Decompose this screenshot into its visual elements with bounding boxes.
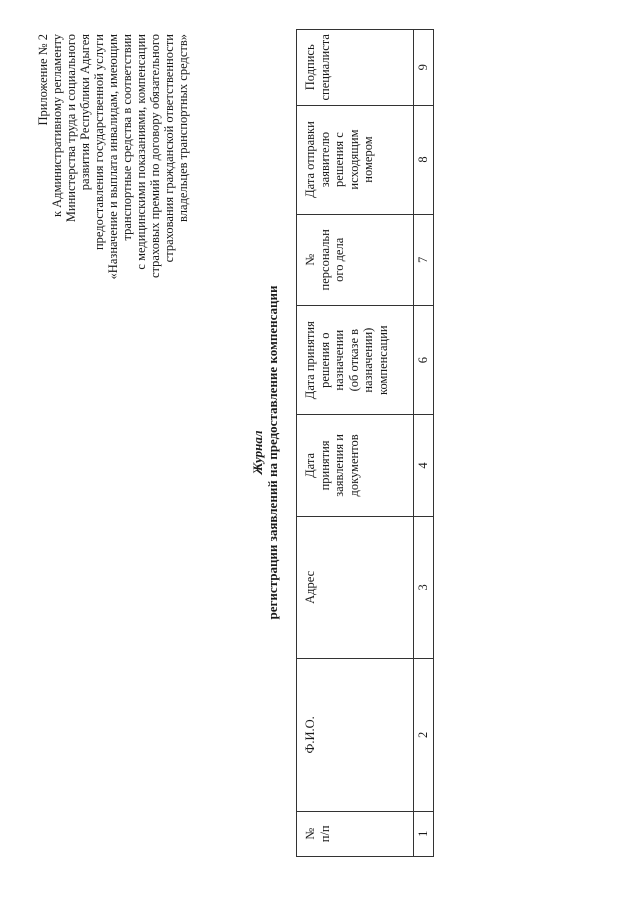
registration-table <box>296 29 434 857</box>
column-number: 4 <box>414 415 434 516</box>
header-dispatch-date: Дата отправки заявителю решения с исходящим номером <box>297 105 414 214</box>
appendix-line: Министерства труда и социального <box>64 34 78 223</box>
column-number: 1 <box>414 811 434 856</box>
appendix-line: «Назначение и выплата инвалидам, имеющим <box>106 34 120 280</box>
column-number: 3 <box>414 516 434 659</box>
table-header-row <box>297 30 414 857</box>
appendix-line: с медицинскими показаниями, компенсации <box>134 34 148 270</box>
appendix-line: владельцев транспортных средств» <box>176 34 190 222</box>
page-title: Журнал <box>250 430 265 475</box>
appendix-line: предоставления государственной услуги <box>92 34 106 251</box>
column-number: 7 <box>414 214 434 305</box>
header-number: № п/п <box>297 811 414 856</box>
page-subtitle: регистрации заявлений на предоставление компенсации <box>265 285 280 620</box>
journal-heading <box>250 0 280 905</box>
header-address: Адрес <box>297 516 414 659</box>
column-number: 9 <box>414 30 434 106</box>
appendix-line: развития Республики Адыгея <box>78 34 92 191</box>
table-column-numbers-row <box>414 30 434 857</box>
column-number: 6 <box>414 306 434 415</box>
page-footer-space <box>624 485 628 495</box>
appendix-line: страхования гражданской ответственности <box>162 34 176 263</box>
column-number: 2 <box>414 659 434 811</box>
appendix-line: транспортные средства в соответствии <box>120 34 134 241</box>
header-case-number: № персональн ого дела <box>297 214 414 305</box>
header-decision-date: Дата принятия решения о назначении (об отказе в назначении) компенсации <box>297 306 414 415</box>
appendix-note <box>36 34 190 374</box>
header-signature: Подпись специалиста <box>297 30 414 106</box>
header-full-name: Ф.И.О. <box>297 659 414 811</box>
appendix-line: к Административному регламенту <box>50 34 64 218</box>
header-application-date: Дата принятия заявления и документов <box>297 415 414 516</box>
appendix-line: страховых премий по договору обязательного <box>148 34 162 278</box>
column-number: 8 <box>414 105 434 214</box>
appendix-line: Приложение № 2 <box>36 34 50 126</box>
